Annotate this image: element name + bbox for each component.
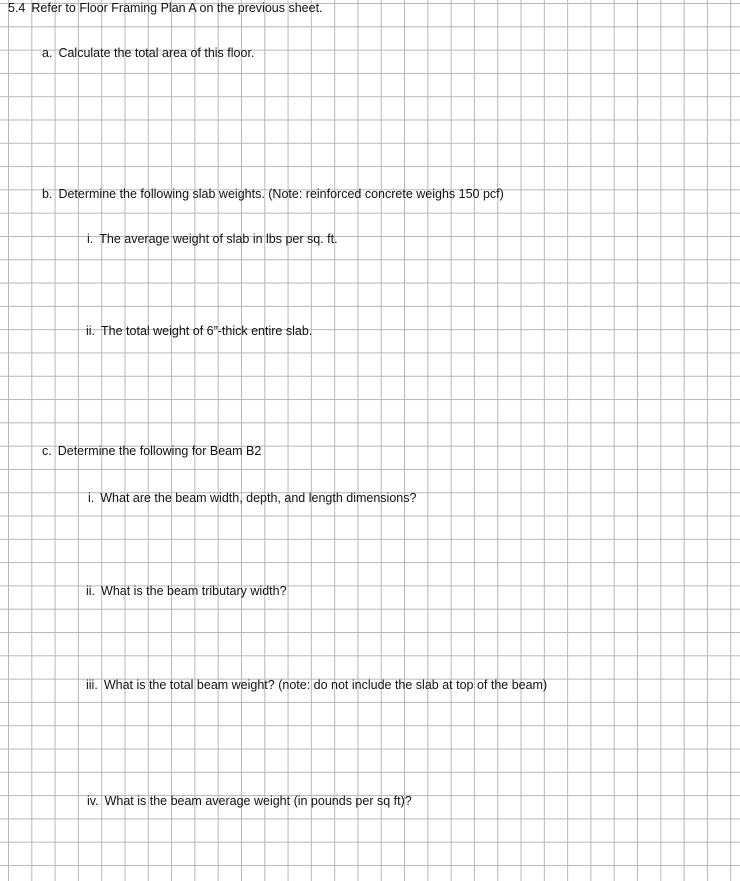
question-c — [42, 444, 261, 458]
question-c-ii — [86, 584, 287, 598]
question-c-iii — [86, 678, 547, 692]
question-b — [42, 187, 504, 201]
question-c-i-marker: i. — [88, 491, 95, 505]
question-c-iii-marker: iii. — [86, 678, 98, 692]
question-a-marker: a. — [42, 46, 53, 60]
question-a — [42, 46, 254, 60]
problem-prompt: Refer to Floor Framing Plan A on the previous sheet. — [31, 1, 323, 15]
question-b-ii-text: The total weight of 6”-thick entire slab. — [101, 324, 313, 338]
question-a-text: Calculate the total area of this floor. — [58, 46, 255, 60]
question-b-i — [87, 232, 338, 246]
question-c-i — [88, 491, 416, 505]
question-c-marker: c. — [42, 444, 52, 458]
question-c-text: Determine the following for Beam B2 — [57, 444, 262, 458]
question-c-iv-text: What is the beam average weight (in pounds per sq ft)? — [104, 794, 412, 808]
question-b-i-marker: i. — [87, 232, 94, 246]
question-b-ii — [86, 324, 312, 338]
question-b-text: Determine the following slab weights. (Note: reinforced concrete weighs 150 pcf) — [58, 187, 504, 201]
problem-header — [8, 1, 323, 15]
question-b-ii-marker: ii. — [86, 324, 96, 338]
problem-number: 5.4 — [8, 1, 26, 15]
question-b-marker: b. — [42, 187, 53, 201]
question-c-ii-marker: ii. — [86, 584, 96, 598]
question-c-ii-text: What is the beam tributary width? — [101, 584, 287, 598]
question-c-iv-marker: iv. — [87, 794, 99, 808]
question-c-i-text: What are the beam width, depth, and length dimensions? — [100, 491, 417, 505]
question-c-iv — [87, 794, 412, 808]
question-b-i-text: The average weight of slab in lbs per sq. ft. — [99, 232, 338, 246]
question-c-iii-text: What is the total beam weight? (note: do not include the slab at top of the beam) — [103, 678, 548, 692]
